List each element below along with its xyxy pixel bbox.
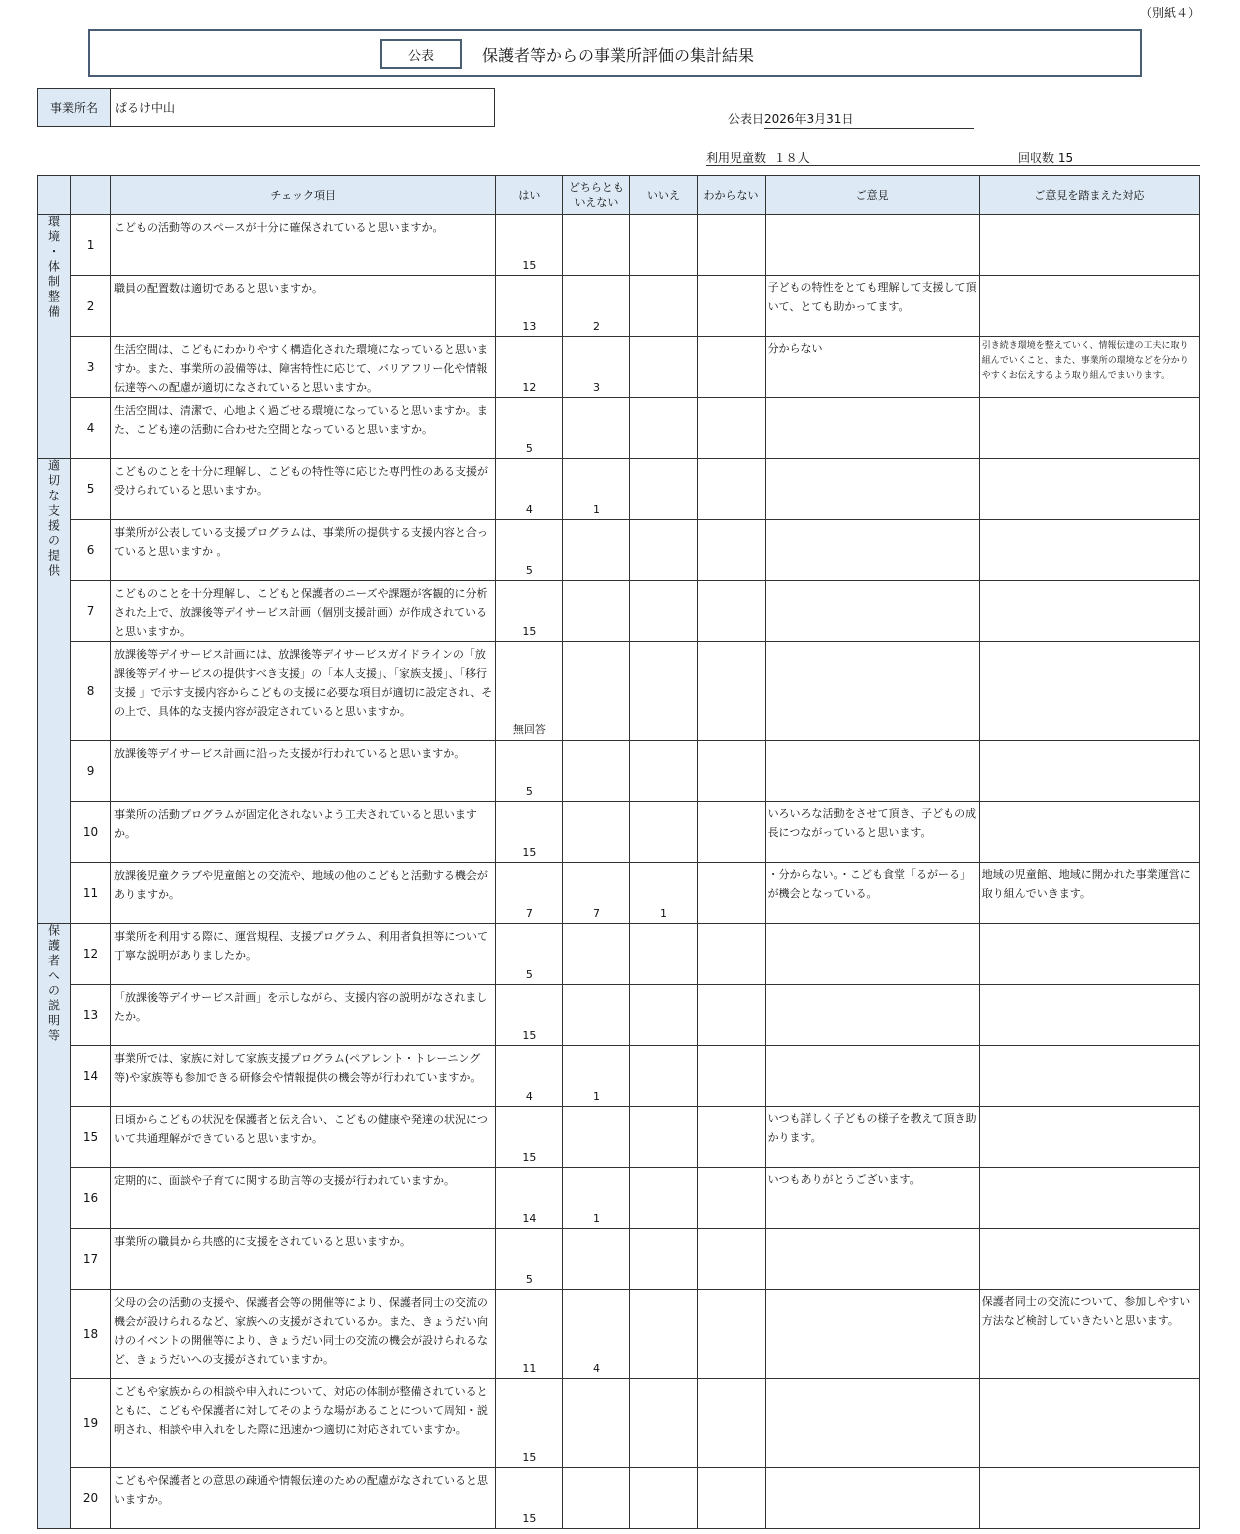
collected-count-value: 15 xyxy=(1057,151,1074,165)
unknown-count-cell xyxy=(697,398,765,459)
page-title: 保護者等からの事業所評価の集計結果 xyxy=(482,46,755,65)
table-row xyxy=(38,1290,1200,1379)
check-item: 事業所を利用する際に、運営規程、支援プログラム、利用者負担等について丁寧な説明がありましたか。 xyxy=(111,924,496,985)
neither-count-cell xyxy=(563,337,630,398)
item-number: 17 xyxy=(71,1229,111,1290)
yes-count: 15 xyxy=(522,625,537,638)
publication-badge: 公表 xyxy=(380,39,462,69)
opinion xyxy=(765,459,979,520)
unknown-count-cell xyxy=(697,1107,765,1168)
unknown-count-cell xyxy=(697,1046,765,1107)
check-item: 日頃からこどもの状況を保護者と伝え合い、こどもの健康や発達の状況について共通理解ができていると思いますか。 xyxy=(111,1107,496,1168)
no-count-cell xyxy=(630,1229,697,1290)
yes-count-cell xyxy=(496,398,563,459)
check-item: 事業所では、家族に対して家族支援プログラム(ペアレント・トレーニング等)や家族等も参加できる研修会や情報提供の機会等が行われていますか。 xyxy=(111,1046,496,1107)
neither-count-cell xyxy=(563,1168,630,1229)
table-row xyxy=(38,1107,1200,1168)
no-count-cell xyxy=(630,215,697,276)
response: 保護者同士の交流について、参加しやすい方法など検討していきたいと思います。 xyxy=(979,1290,1199,1379)
yes-count: 12 xyxy=(522,381,537,394)
office-box xyxy=(37,88,495,127)
opinion xyxy=(765,1046,979,1107)
neither-count: 7 xyxy=(592,907,600,920)
yes-count-cell xyxy=(496,520,563,581)
neither-count: 3 xyxy=(592,381,600,394)
neither-count-cell xyxy=(563,215,630,276)
category-label: 環境・体制整備 xyxy=(46,215,61,320)
category-cell xyxy=(38,215,71,459)
table-row xyxy=(38,642,1200,741)
neither-count-cell xyxy=(563,1379,630,1468)
opinion: ・分からない。・こども食堂「るがーる」が機会となっている。 xyxy=(765,863,979,924)
neither-count-cell xyxy=(563,985,630,1046)
response xyxy=(979,802,1199,863)
item-number: 10 xyxy=(71,802,111,863)
neither-count-cell xyxy=(563,1290,630,1379)
check-item: 放課後児童クラブや児童館との交流や、地域の他のこどもと活動する機会がありますか。 xyxy=(111,863,496,924)
table-row xyxy=(38,1468,1200,1529)
check-item: 定期的に、面談や子育てに関する助言等の支援が行われていますか。 xyxy=(111,1168,496,1229)
opinion xyxy=(765,215,979,276)
users-count-value: １８人 xyxy=(773,151,810,165)
neither-count-cell xyxy=(563,276,630,337)
table-row xyxy=(38,1168,1200,1229)
unknown-count-cell xyxy=(697,1468,765,1529)
response: 地域の児童館、地域に開かれた事業運営に取り組んでいきます。 xyxy=(979,863,1199,924)
yes-count: 5 xyxy=(525,1273,533,1286)
header-category xyxy=(38,176,71,215)
neither-count: 1 xyxy=(592,1212,600,1225)
yes-count-cell xyxy=(496,863,563,924)
table-row xyxy=(38,1229,1200,1290)
neither-count: 1 xyxy=(592,1090,600,1103)
yes-count-cell xyxy=(496,215,563,276)
opinion xyxy=(765,1379,979,1468)
unknown-count-cell xyxy=(697,1168,765,1229)
table-row xyxy=(38,215,1200,276)
table-row xyxy=(38,985,1200,1046)
yes-count: 13 xyxy=(522,320,537,333)
category-label: 適切な支援の提供 xyxy=(46,459,61,579)
response xyxy=(979,924,1199,985)
yes-count-cell xyxy=(496,642,563,741)
opinion xyxy=(765,1290,979,1379)
category-label: 保護者への説明等 xyxy=(46,924,61,1044)
yes-count: 4 xyxy=(525,503,533,516)
item-number: 2 xyxy=(71,276,111,337)
opinion xyxy=(765,642,979,741)
yes-count-cell xyxy=(496,1468,563,1529)
item-number: 3 xyxy=(71,337,111,398)
header-opinion: ご意見 xyxy=(765,176,979,215)
check-item: 生活空間は、清潔で、心地よく過ごせる環境になっていると思いますか。また、こども達の活動に合わせた空間となっていると思いますか。 xyxy=(111,398,496,459)
unknown-count-cell xyxy=(697,337,765,398)
unknown-count-cell xyxy=(697,802,765,863)
header-unknown: わからない xyxy=(697,176,765,215)
item-number: 9 xyxy=(71,741,111,802)
header-number xyxy=(71,176,111,215)
yes-count: 14 xyxy=(522,1212,537,1225)
opinion xyxy=(765,985,979,1046)
yes-count-cell xyxy=(496,924,563,985)
yes-count: 無回答 xyxy=(512,723,546,736)
neither-count-cell xyxy=(563,1229,630,1290)
neither-count-cell xyxy=(563,741,630,802)
response xyxy=(979,459,1199,520)
neither-count-cell xyxy=(563,924,630,985)
neither-count: 4 xyxy=(592,1362,600,1375)
table-row xyxy=(38,924,1200,985)
response: 引き続き環境を整えていく、情報伝達の工夫に取り組んでいくこと、また、事業所の環境などを分かりやすくお伝えするよう取り組んでまいります。 xyxy=(979,337,1199,398)
neither-count-cell xyxy=(563,459,630,520)
neither-count: 1 xyxy=(592,503,600,516)
check-item: こどもや家族からの相談や申入れについて、対応の体制が整備されているとともに、こどもや保護者に対してそのような場があることについて周知・説明され、相談や申入れをした際に迅速かつ適切に対応されていますか。 xyxy=(111,1379,496,1468)
neither-count-cell xyxy=(563,1107,630,1168)
yes-count-cell xyxy=(496,985,563,1046)
unknown-count-cell xyxy=(697,863,765,924)
no-count-cell xyxy=(630,924,697,985)
check-item: こどもの活動等のスペースが十分に確保されていると思いますか。 xyxy=(111,215,496,276)
no-count-cell xyxy=(630,520,697,581)
response xyxy=(979,1168,1199,1229)
neither-count-cell xyxy=(563,1468,630,1529)
header-neither: どちらとも いえない xyxy=(563,176,630,215)
opinion xyxy=(765,398,979,459)
table-row xyxy=(38,459,1200,520)
no-count-cell xyxy=(630,1046,697,1107)
item-number: 8 xyxy=(71,642,111,741)
check-item: こどものことを十分に理解し、こどもの特性等に応じた専門性のある支援が受けられていると思いますか。 xyxy=(111,459,496,520)
item-number: 11 xyxy=(71,863,111,924)
unknown-count-cell xyxy=(697,924,765,985)
response xyxy=(979,741,1199,802)
item-number: 4 xyxy=(71,398,111,459)
table-row xyxy=(38,398,1200,459)
neither-count-cell xyxy=(563,863,630,924)
no-count-cell xyxy=(630,398,697,459)
check-item: 事業所の活動プログラムが固定化されないよう工夫されていると思いますか。 xyxy=(111,802,496,863)
item-number: 6 xyxy=(71,520,111,581)
yes-count: 5 xyxy=(525,785,533,798)
item-number: 19 xyxy=(71,1379,111,1468)
check-item: 事業所が公表している支援プログラムは、事業所の提供する支援内容と合っていると思いますか 。 xyxy=(111,520,496,581)
response xyxy=(979,581,1199,642)
item-number: 13 xyxy=(71,985,111,1046)
opinion xyxy=(765,581,979,642)
no-count-cell xyxy=(630,276,697,337)
item-number: 16 xyxy=(71,1168,111,1229)
no-count-cell xyxy=(630,581,697,642)
header-no: いいえ xyxy=(630,176,697,215)
item-number: 14 xyxy=(71,1046,111,1107)
unknown-count-cell xyxy=(697,1229,765,1290)
no-count-cell xyxy=(630,741,697,802)
check-item: 父母の会の活動の支援や、保護者会等の開催等により、保護者同士の交流の機会が設けられるなど、家族への支援がされているか。また、きょうだい向けのイベントの開催等により、きょうだい同士の交流の機会が設けられるなど、きょうだいへの支援がされていますか。 xyxy=(111,1290,496,1379)
yes-count: 5 xyxy=(525,968,533,981)
table-row xyxy=(38,581,1200,642)
no-count-cell xyxy=(630,1468,697,1529)
unknown-count-cell xyxy=(697,459,765,520)
check-item: 生活空間は、こどもにわかりやすく構造化された環境になっていると思いますか。また、事業所の設備等は、障害特性に応じて、バリアフリー化や情報伝達等への配慮が適切になされていると思いますか。 xyxy=(111,337,496,398)
yes-count-cell xyxy=(496,1290,563,1379)
users-count xyxy=(706,149,810,166)
table-row xyxy=(38,1379,1200,1468)
unknown-count-cell xyxy=(697,520,765,581)
neither-count-cell xyxy=(563,398,630,459)
table-row xyxy=(38,1046,1200,1107)
yes-count-cell xyxy=(496,581,563,642)
yes-count-cell xyxy=(496,459,563,520)
no-count-cell xyxy=(630,1379,697,1468)
publish-date-value: 2026年3月31日 xyxy=(764,110,974,129)
office-name: ぱるけ中山 xyxy=(115,101,176,115)
check-item: 「放課後等デイサービス計画」を示しながら、支援内容の説明がなされましたか。 xyxy=(111,985,496,1046)
table-row xyxy=(38,337,1200,398)
no-count-cell xyxy=(630,642,697,741)
opinion: いつもありがとうございます。 xyxy=(765,1168,979,1229)
unknown-count-cell xyxy=(697,985,765,1046)
response xyxy=(979,215,1199,276)
opinion: 分からない xyxy=(765,337,979,398)
check-item: こどもや保護者との意思の疎通や情報伝達のための配慮がなされていると思いますか。 xyxy=(111,1468,496,1529)
category-cell xyxy=(38,924,71,1529)
unknown-count-cell xyxy=(697,215,765,276)
evaluation-table xyxy=(37,175,1200,1529)
response xyxy=(979,1046,1199,1107)
response xyxy=(979,1468,1199,1529)
yes-count-cell xyxy=(496,1107,563,1168)
response xyxy=(979,520,1199,581)
neither-count-cell xyxy=(563,520,630,581)
opinion: いろいろな活動をさせて頂き、子どもの成長につながっていると思います。 xyxy=(765,802,979,863)
opinion xyxy=(765,520,979,581)
item-number: 5 xyxy=(71,459,111,520)
response xyxy=(979,1379,1199,1468)
yes-count-cell xyxy=(496,1229,563,1290)
opinion xyxy=(765,1468,979,1529)
response xyxy=(979,1107,1199,1168)
yes-count: 7 xyxy=(525,907,533,920)
opinion xyxy=(765,924,979,985)
no-count-cell xyxy=(630,337,697,398)
yes-count: 15 xyxy=(522,846,537,859)
neither-count-cell xyxy=(563,802,630,863)
title-box xyxy=(88,29,1142,77)
annex-label: （別紙４） xyxy=(1139,6,1200,20)
check-item: 事業所の職員から共感的に支援をされていると思いますか。 xyxy=(111,1229,496,1290)
item-number: 1 xyxy=(71,215,111,276)
yes-count: 15 xyxy=(522,1029,537,1042)
check-item: こどものことを十分理解し、こどもと保護者のニーズや課題が客観的に分析された上で、放課後等デイサービス計画（個別支援計画）が作成されていると思いますか。 xyxy=(111,581,496,642)
users-count-label: 利用児童数 xyxy=(706,151,767,165)
yes-count: 5 xyxy=(525,564,533,577)
yes-count-cell xyxy=(496,741,563,802)
neither-count-cell xyxy=(563,581,630,642)
header-check-item: チェック項目 xyxy=(111,176,496,215)
opinion xyxy=(765,741,979,802)
response xyxy=(979,985,1199,1046)
header-yes: はい xyxy=(496,176,563,215)
table-row xyxy=(38,741,1200,802)
yes-count: 15 xyxy=(522,259,537,272)
item-number: 12 xyxy=(71,924,111,985)
publish-date xyxy=(728,110,974,129)
yes-count-cell xyxy=(496,1168,563,1229)
no-count-cell xyxy=(630,985,697,1046)
neither-count: 2 xyxy=(592,320,600,333)
opinion: 子どもの特性をとても理解して支援して頂いて、とても助かってます。 xyxy=(765,276,979,337)
collected-count-label: 回収数 xyxy=(1018,151,1055,165)
yes-count: 11 xyxy=(522,1362,537,1375)
unknown-count-cell xyxy=(697,276,765,337)
no-count-cell xyxy=(630,1168,697,1229)
unknown-count-cell xyxy=(697,1379,765,1468)
unknown-count-cell xyxy=(697,741,765,802)
yes-count: 15 xyxy=(522,1512,537,1525)
no-count-cell xyxy=(630,802,697,863)
no-count-cell xyxy=(630,1107,697,1168)
table-row xyxy=(38,276,1200,337)
item-number: 7 xyxy=(71,581,111,642)
header-row xyxy=(38,176,1200,215)
item-number: 20 xyxy=(71,1468,111,1529)
yes-count: 15 xyxy=(522,1451,537,1464)
neither-count-cell xyxy=(563,1046,630,1107)
response xyxy=(979,642,1199,741)
category-cell xyxy=(38,459,71,924)
check-item: 職員の配置数は適切であると思いますか。 xyxy=(111,276,496,337)
opinion: いつも詳しく子どもの様子を教えて頂き助かります。 xyxy=(765,1107,979,1168)
check-item: 放課後等デイサービス計画に沿った支援が行われていると思いますか。 xyxy=(111,741,496,802)
unknown-count-cell xyxy=(697,642,765,741)
opinion xyxy=(765,1229,979,1290)
response xyxy=(979,1229,1199,1290)
item-number: 18 xyxy=(71,1290,111,1379)
publish-date-label: 公表日 xyxy=(728,112,765,126)
no-count-cell xyxy=(630,459,697,520)
no-count-cell xyxy=(630,863,697,924)
office-label: 事業所名 xyxy=(38,89,111,126)
yes-count: 4 xyxy=(525,1090,533,1103)
collected-count xyxy=(1018,149,1073,166)
header-response: ご意見を踏まえた対応 xyxy=(979,176,1199,215)
yes-count-cell xyxy=(496,337,563,398)
yes-count: 15 xyxy=(522,1151,537,1164)
no-count: 1 xyxy=(659,907,667,920)
yes-count-cell xyxy=(496,1379,563,1468)
response xyxy=(979,398,1199,459)
yes-count-cell xyxy=(496,276,563,337)
response xyxy=(979,276,1199,337)
check-item: 放課後等デイサービス計画には、放課後等デイサービスガイドラインの「放課後等デイサービスの提供すべき支援」の「本人支援」、「家族支援」、「移行支援 」で示す支援内容からこどもの支援に必要な項目が適切に設定され、その上で、具体的な支援内容が設定されていると思いますか。 xyxy=(111,642,496,741)
item-number: 15 xyxy=(71,1107,111,1168)
no-count-cell xyxy=(630,1290,697,1379)
table-row xyxy=(38,520,1200,581)
unknown-count-cell xyxy=(697,1290,765,1379)
table-row xyxy=(38,802,1200,863)
table-row xyxy=(38,863,1200,924)
yes-count-cell xyxy=(496,802,563,863)
counts-line xyxy=(706,149,1200,166)
yes-count: 5 xyxy=(525,442,533,455)
yes-count-cell xyxy=(496,1046,563,1107)
neither-count-cell xyxy=(563,642,630,741)
unknown-count-cell xyxy=(697,581,765,642)
